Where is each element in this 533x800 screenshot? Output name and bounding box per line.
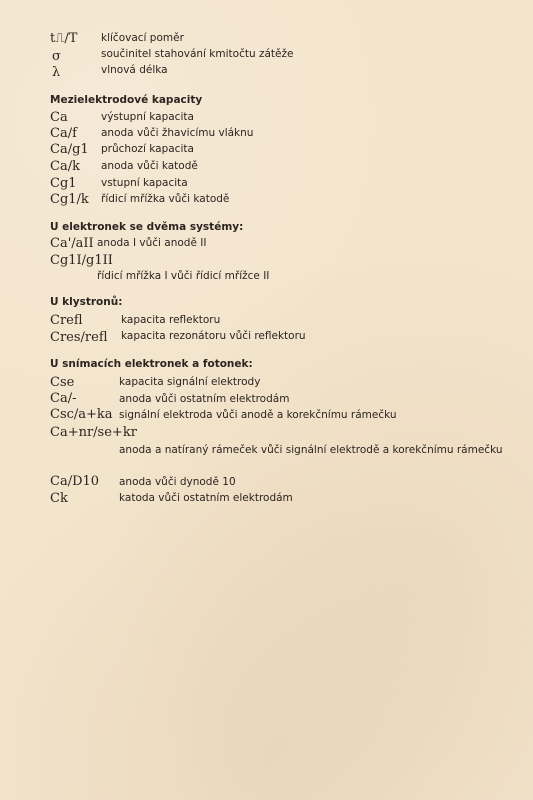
symbol: Ck [50,491,68,506]
symbol: Cg1/k [50,192,89,207]
symbol: Ca/D10 [50,474,100,489]
description: řídicí mřížka vůči katodě [101,193,230,205]
description: anoda a natíraný rámeček vůči signální elektrodě a korekčnímu rámečku [119,444,503,456]
section-heading: Mezielektrodové kapacity [50,94,203,106]
description: anoda vůči dynodě 10 [119,476,236,488]
desc-key-ratio: klíčovací poměr [101,32,184,44]
description: signální elektroda vůči anodě a korekčnímu rámečku [119,409,397,421]
description: katoda vůči ostatním elektrodám [119,492,293,504]
symbol: Ca'/aII [50,236,94,251]
section-heading: U klystronů: [50,296,123,308]
symbol: Cg1I/g1II [50,253,113,268]
description: anoda vůči ostatním elektrodám [119,393,290,405]
symbol: Ca [50,110,68,125]
symbol: Cres/refl [50,330,108,345]
description: vstupní kapacita [101,177,188,189]
description: anoda vůči žhavicímu vláknu [101,127,254,139]
symbol: Crefl [50,313,83,328]
description: anoda vůči katodě [101,160,198,172]
section-heading: U elektronek se dvěma systémy: [50,221,244,233]
section-heading: U snímacích elektronek a fotonek: [50,358,253,370]
symbol: Ca/g1 [50,142,89,157]
symbol: Ca/k [50,159,80,174]
description: řídicí mřížka I vůči řídicí mřížce II [97,270,270,282]
description: kapacita signální elektrody [119,376,261,388]
symbol: Ca/f [50,126,77,141]
symbol-lambda: λ [52,65,61,80]
description: výstupní kapacita [101,111,194,123]
description: průchozí kapacita [101,143,194,155]
symbol-sigma: σ [52,49,61,64]
desc-sigma: součinitel stahování kmitočtu zátěže [101,48,294,60]
symbol-key-ratio: t⎍/T [50,31,78,46]
desc-lambda: vlnová délka [101,64,168,76]
symbol: Cg1 [50,176,77,191]
symbol: Ca/- [50,391,77,406]
symbol: Ca+nr/se+kr [50,425,137,440]
description: kapacita reflektoru [121,314,221,326]
description: anoda I vůči anodě II [97,237,207,249]
symbol: Cse [50,375,75,390]
description: kapacita rezonátoru vůči reflektoru [121,330,306,342]
symbol: Csc/a+ka [50,407,113,422]
